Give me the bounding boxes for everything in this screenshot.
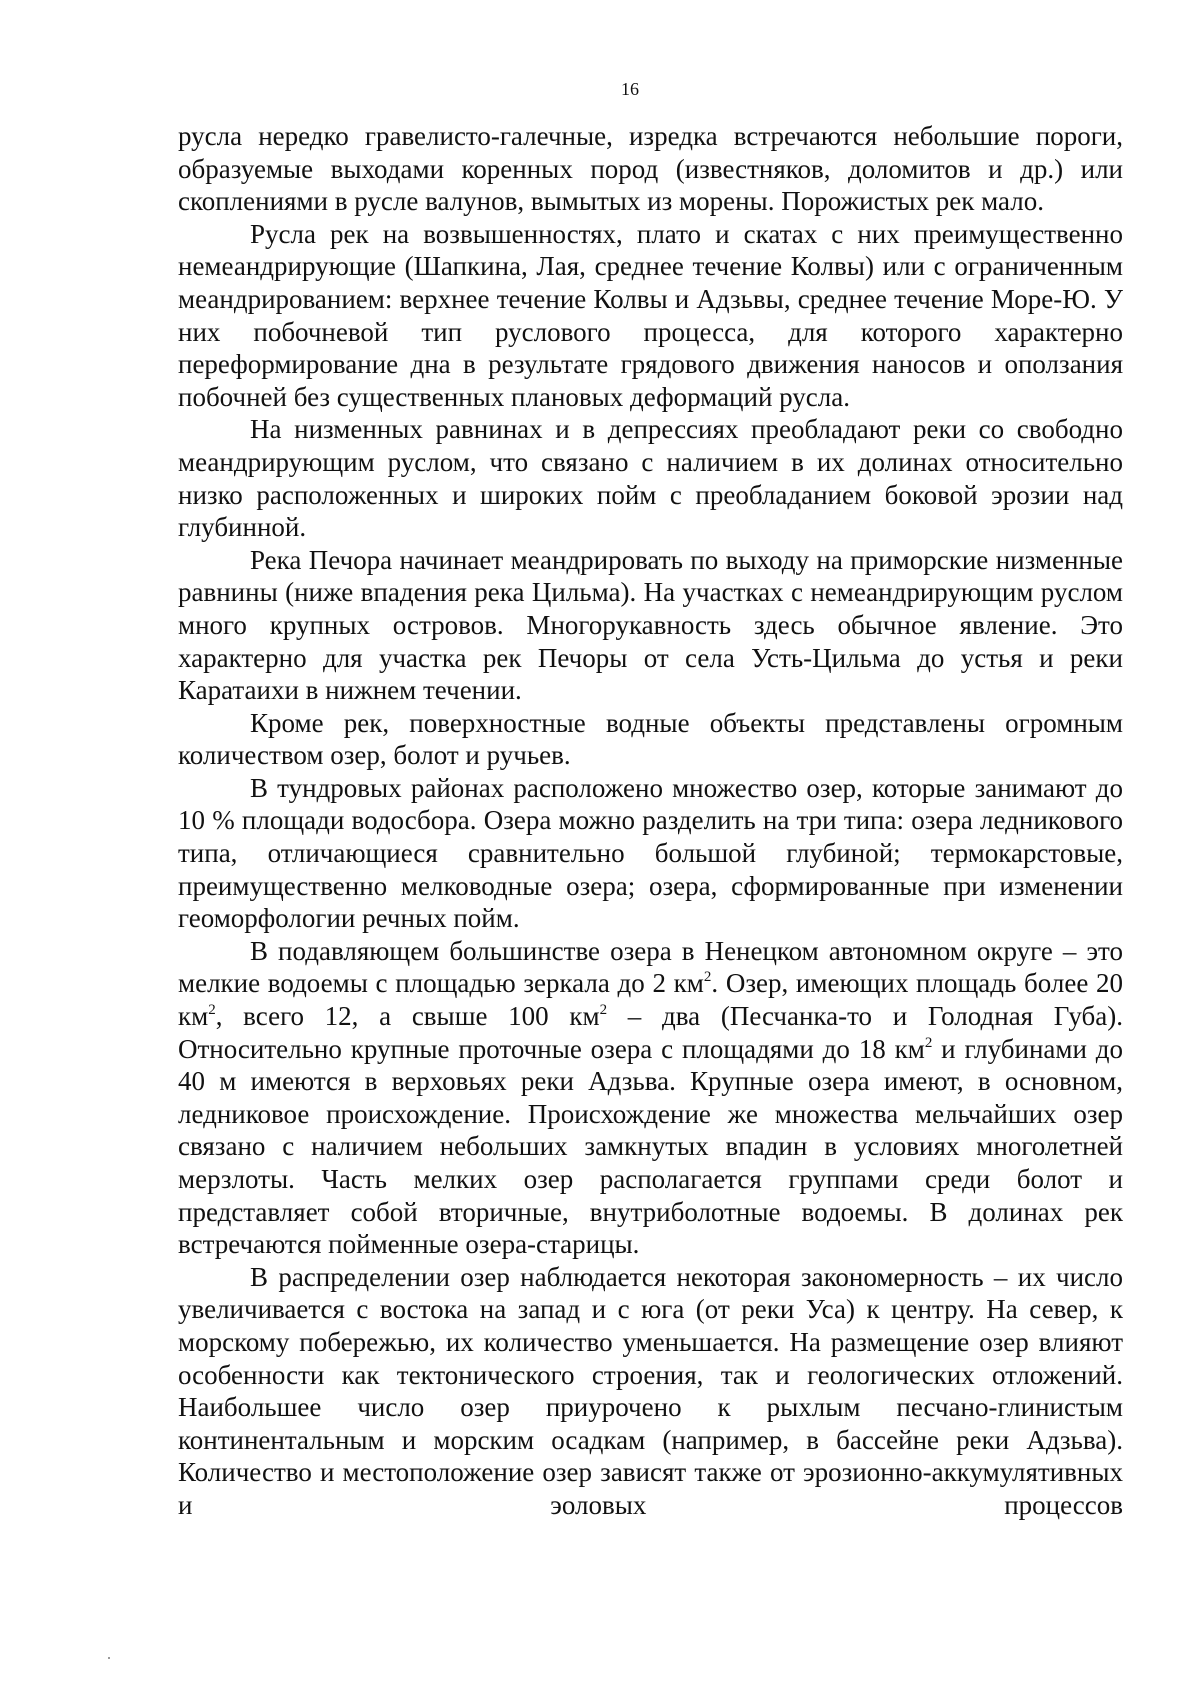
paragraph-3: На низменных равнинах и в депрессиях преобладают реки со свободно меандрирующим руслом, что связано с наличием в их долинах относительно низко расположенных и широких пойм с преобладанием боковой эрозии над глубинной. [178, 414, 1123, 543]
document-body [178, 120, 1123, 1522]
paragraph-5: Кроме рек, поверхностные водные объекты представлены огромным количеством озер, болот и ручьев. [178, 707, 1123, 771]
page-number: 16 [621, 79, 639, 99]
paragraph-7-part-5: и глубинами до 40 м имеются в верховьях реки Адзьва. Крупные озера имеют, в основном, ледниковое происхождение. Происхождение же множества мельчайших озер связано с наличием небольших замкнутых впадин в условиях многолетней мерзлоты. Часть мелких озер располагается группами среди болот и представляет собой вторичные, внутриболотные водоемы. В долинах рек встречаются пойменные озера-старицы. [178, 1033, 1123, 1260]
superscript-2: 2 [703, 969, 712, 986]
paragraph-7-part-3: , всего 12, а свыше 100 км [215, 1001, 600, 1032]
paragraph-7-part-1: В подавляющем большинстве озера в Ненецком автономном округе – это мелкие водоемы с площадью зеркала до 2 км [178, 935, 1123, 999]
paragraph-7-part-2: . Озер, имеющих площадь более 20 км [178, 968, 1123, 1032]
superscript-2: 2 [924, 1034, 933, 1051]
paragraph-4: Река Печора начинает меандрировать по выходу на приморские низменные равнины (ниже впадения река Цильма). На участках с немеандрирующим руслом много крупных островов. Многорукавность здесь обычное явление. Это характерно для участка рек Печоры от села Усть-Цильма до устья и реки Каратаихи в нижнем течении. [178, 544, 1123, 706]
paragraph-7-part-4: – два (Песчанка-то и Голодная Губа). Относительно крупные проточные озера с площадями до 18 км [178, 1001, 1123, 1064]
scan-artifact [108, 1657, 110, 1659]
paragraph-6: В тундровых районах расположено множество озер, которые занимают до 10 % площади водосбора. Озера можно разделить на три типа: озера ледникового типа, отличающиеся сравнительно большой глубиной; термокарстовые, преимущественно мелководные озера; озера, сформированные при изменении геоморфологии речных пойм. [178, 772, 1123, 934]
paragraph-7 [178, 935, 1123, 1261]
superscript-2: 2 [599, 1002, 608, 1019]
paragraph-2: Русла рек на возвышенностях, плато и скатах с них преимущественно немеандрирующие (Шапкина, Лая, среднее течение Колвы) или с ограниченным меандрированием: верхнее течение Колвы и Адзьвы, среднее течение Море-Ю. У них побочневой тип руслового процесса, для которого характерно переформирование дна в результате грядового движения наносов и оползания побочней без существенных плановых деформаций русла. [178, 218, 1123, 412]
superscript-2: 2 [208, 1002, 216, 1019]
paragraph-1: русла нередко гравелисто-галечные, изредка встречаются небольшие пороги, образуемые выходами коренных пород (известняков, доломитов и др.) или скоплениями в русле валунов, вымытых из морены. Порожистых рек мало. [178, 121, 1123, 217]
paragraph-8: В распределении озер наблюдается некоторая закономерность – их число увеличивается с востока на запад и с юга (от реки Уса) к центру. На север, к морскому побережью, их количество уменьшается. На размещение озер влияют особенности как тектонического строения, так и геологических отложений. Наибольшее число озер приурочено к рыхлым песчано-глинистым континентальным и морским осадкам (например, в бассейне реки Адзьва). Количество и местоположение озер зависят также от эрозионно-аккумулятивных и эоловых процессов [178, 1261, 1123, 1520]
